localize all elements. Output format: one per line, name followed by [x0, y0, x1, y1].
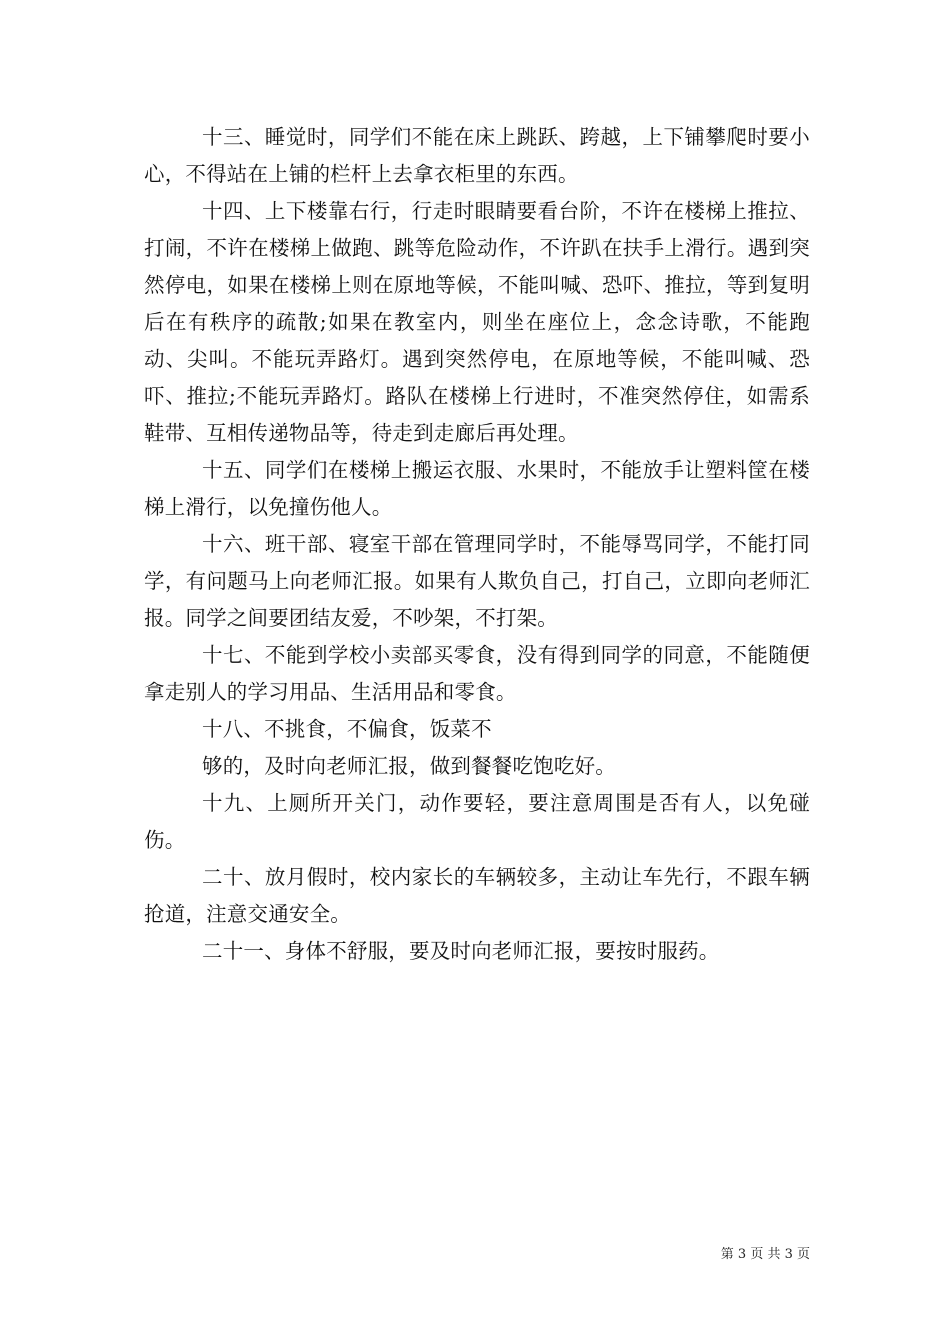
- paragraph-18-continued: 够的，及时向老师汇报，做到餐餐吃饱吃好。: [202, 754, 616, 778]
- paragraph-19: 十九、上厕所开关门，动作要轻，要注意周围是否有人，以免碰伤。: [144, 791, 810, 852]
- paragraph-18: 十八、不挑食，不偏食，饭菜不: [202, 717, 492, 741]
- paragraph-15: 十五、同学们在楼梯上搬运衣服、水果时，不能放手让塑料筐在楼梯上滑行，以免撞伤他人。: [144, 458, 810, 519]
- paragraph-13: 十三、睡觉时，同学们不能在床上跳跃、跨越，上下铺攀爬时要小心，不得站在上铺的栏杆上去拿衣柜里的东西。: [144, 125, 810, 186]
- paragraph-20: 二十、放月假时，校内家长的车辆较多，主动让车先行，不跟车辆抢道，注意交通安全。: [144, 865, 810, 926]
- body-text: [144, 119, 810, 970]
- page-number-footer: 第 3 页 共 3 页: [720, 1247, 810, 1262]
- paragraph-14: 十四、上下楼靠右行，行走时眼睛要看台阶，不许在楼梯上推拉、打闹，不许在楼梯上做跑、跳等危险动作，不许趴在扶手上滑行。遇到突然停电，如果在楼梯上则在原地等候，不能叫喊、恐吓、推拉，等到复明后在有秩序的疏散;如果在教室内，则坐在座位上，念念诗歌，不能跑动、尖叫。不能玩弄路灯。遇到突然停电，在原地等候，不能叫喊、恐吓、推拉;不能玩弄路灯。路队在楼梯上行进时，不准突然停住，如需系鞋带、互相传递物品等，待走到走廊后再处理。: [144, 199, 810, 445]
- paragraph-21: 二十一、身体不舒服，要及时向老师汇报，要按时服药。: [202, 939, 720, 963]
- paragraph-16: 十六、班干部、寝室干部在管理同学时，不能辱骂同学，不能打同学，有问题马上向老师汇报。如果有人欺负自己，打自己，立即向老师汇报。同学之间要团结友爱，不吵架，不打架。: [144, 532, 810, 630]
- paragraph-17: 十七、不能到学校小卖部买零食，没有得到同学的同意，不能随便拿走别人的学习用品、生活用品和零食。: [144, 643, 810, 704]
